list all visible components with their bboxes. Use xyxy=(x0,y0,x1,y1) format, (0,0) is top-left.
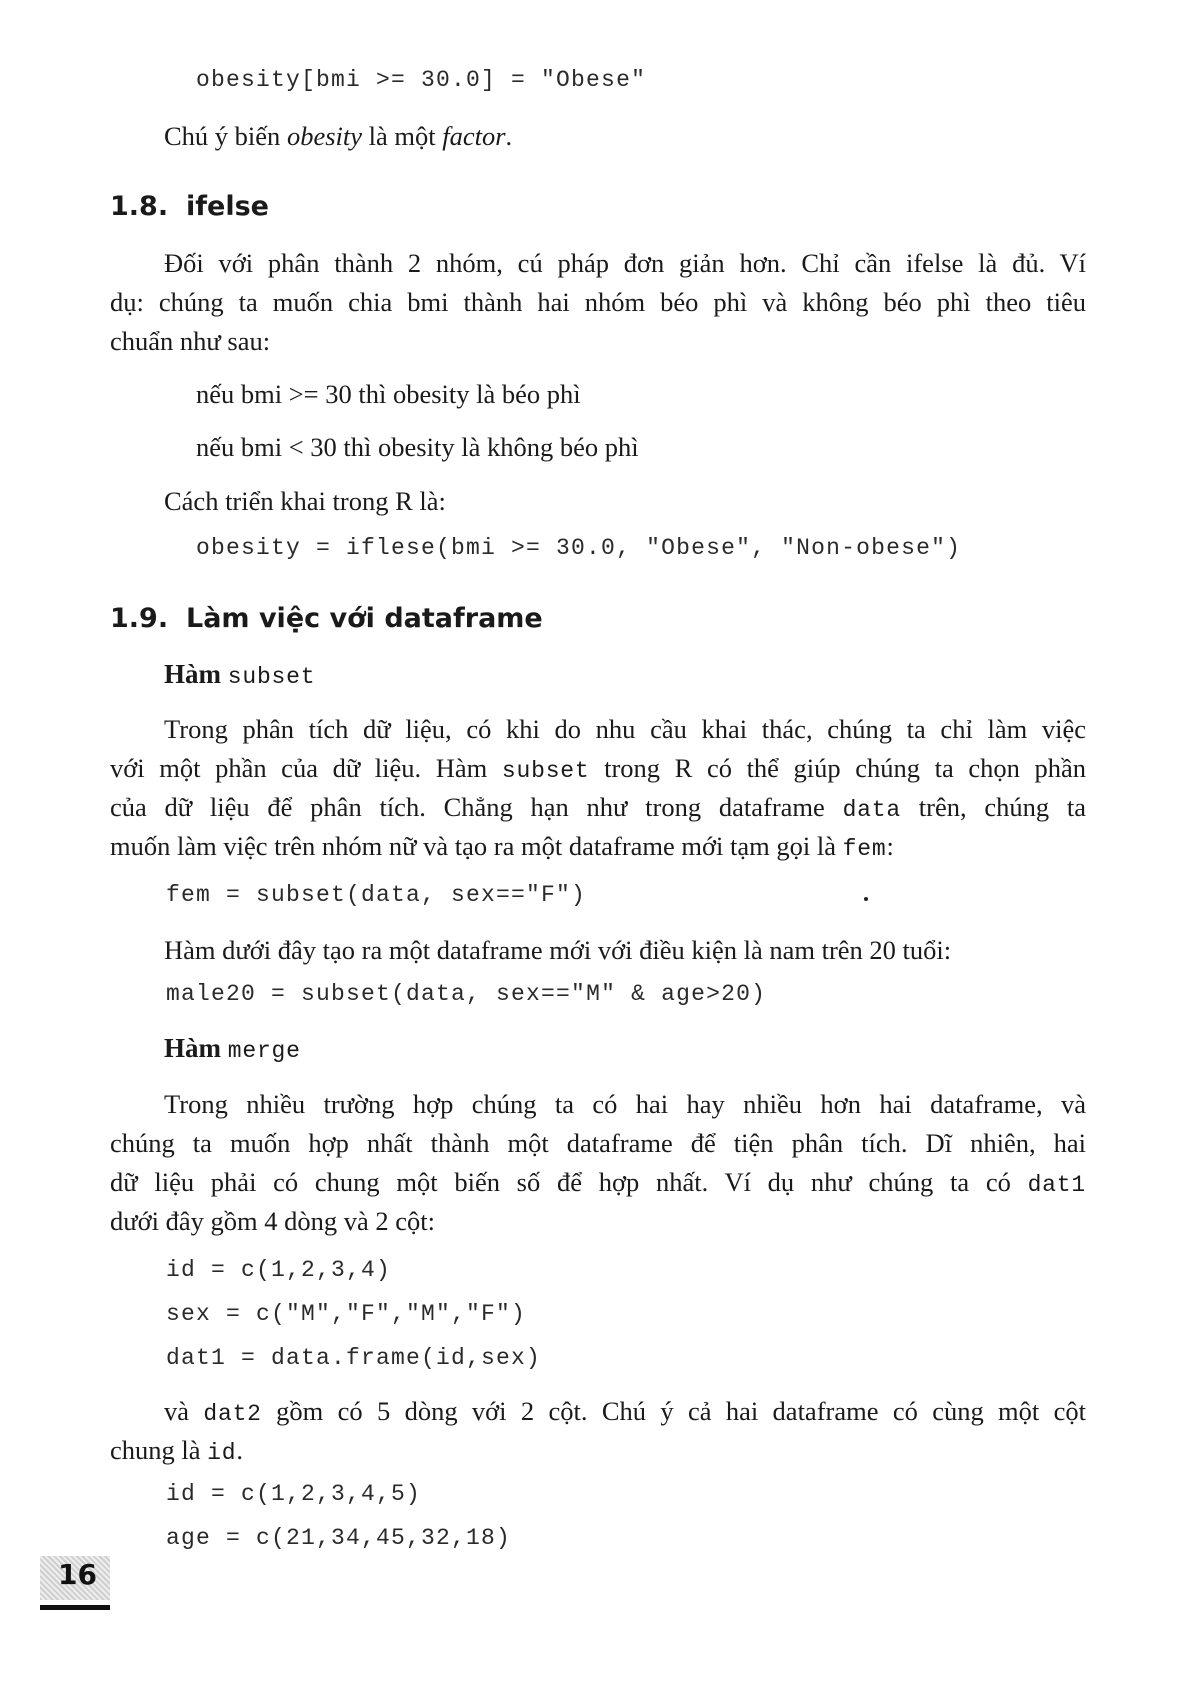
section-title: Làm việc với dataframe xyxy=(186,603,543,634)
stray-dot xyxy=(864,897,868,901)
section-number: 1.9. xyxy=(110,603,169,634)
subset-para-line-2: với một phần của dữ liệu. Hàm subset trong R có thể giúp chúng ta chọn phần xyxy=(110,753,1087,784)
section-heading-ifelse xyxy=(110,189,269,225)
merge-para-line-1: Trong nhiều trường hợp chúng ta có hai hay nhiều hơn hai dataframe, và xyxy=(164,1089,1086,1119)
merge-para-line-3: dữ liệu phải có chung một biến số để hợp nhất. Ví dụ như chúng ta có dat1 xyxy=(110,1167,1086,1198)
section-number: 1.8. xyxy=(110,191,169,222)
subset-para-line-4: muốn làm việc trên nhóm nữ và tạo ra một dataframe mới tạm gọi là fem: xyxy=(110,831,894,862)
page-number: 16 xyxy=(58,1558,97,1591)
merge-para-line-2: chúng ta muốn hợp nhất thành một dataframe để tiện phân tích. Dĩ nhiên, hai xyxy=(110,1128,1086,1158)
dat2-para-line-1: và dat2 gồm có 5 dòng với 2 cột. Chú ý cả hai dataframe có cùng một cột xyxy=(164,1396,1087,1427)
page-number-box xyxy=(40,1556,110,1600)
code-dat2-id: id = c(1,2,3,4,5) xyxy=(166,1481,422,1507)
page-number-underline xyxy=(40,1605,110,1610)
note-obesity-factor: Chú ý biến obesity là một factor. xyxy=(164,121,513,151)
section-title: ifelse xyxy=(186,191,269,222)
ifelse-impl-text: Cách triển khai trong R là: xyxy=(164,486,446,516)
subset-para-line-3: của dữ liệu để phân tích. Chẳng hạn như trong dataframe data trên, chúng ta xyxy=(110,792,1086,823)
code-dat1-id: id = c(1,2,3,4) xyxy=(166,1257,392,1283)
code-dat1-sex: sex = c("M","F","M","F") xyxy=(166,1301,527,1327)
ifelse-para-line-1: Đối với phân thành 2 nhóm, cú pháp đơn giản hơn. Chỉ cần ifelse là đủ. Ví xyxy=(164,248,1086,278)
subheading-merge: Hàm merge xyxy=(164,1033,301,1064)
code-ifelse: obesity = iflese(bmi >= 30.0, "Obese", "Non-obese") xyxy=(196,535,962,561)
code-subset-fem: fem = subset(data, sex=="F") xyxy=(166,882,587,908)
ifelse-para-line-2: dụ: chúng ta muốn chia bmi thành hai nhóm béo phì và không béo phì theo tiêu xyxy=(110,287,1086,317)
ifelse-rule-non-obese: nếu bmi < 30 thì obesity là không béo phì xyxy=(196,432,639,462)
male20-text: Hàm dưới đây tạo ra một dataframe mới với điều kiện là nam trên 20 tuổi: xyxy=(164,935,952,965)
code-subset-male20: male20 = subset(data, sex=="M" & age>20) xyxy=(166,981,767,1007)
code-dat2-age: age = c(21,34,45,32,18) xyxy=(166,1525,512,1551)
section-heading-dataframe xyxy=(110,601,543,637)
subheading-subset: Hàm subset xyxy=(164,659,316,690)
ifelse-rule-obese: nếu bmi >= 30 thì obesity là béo phì xyxy=(196,379,581,409)
dat2-para-line-2: chung là id. xyxy=(110,1435,243,1466)
ifelse-para-line-3: chuẩn như sau: xyxy=(110,326,271,356)
code-dat1-frame: dat1 = data.frame(id,sex) xyxy=(166,1345,542,1371)
code-obesity-assign: obesity[bmi >= 30.0] = "Obese" xyxy=(196,67,647,93)
merge-para-line-4: dưới đây gồm 4 dòng và 2 cột: xyxy=(110,1206,435,1236)
subset-para-line-1: Trong phân tích dữ liệu, có khi do nhu cầu khai thác, chúng ta chỉ làm việc xyxy=(164,714,1086,744)
